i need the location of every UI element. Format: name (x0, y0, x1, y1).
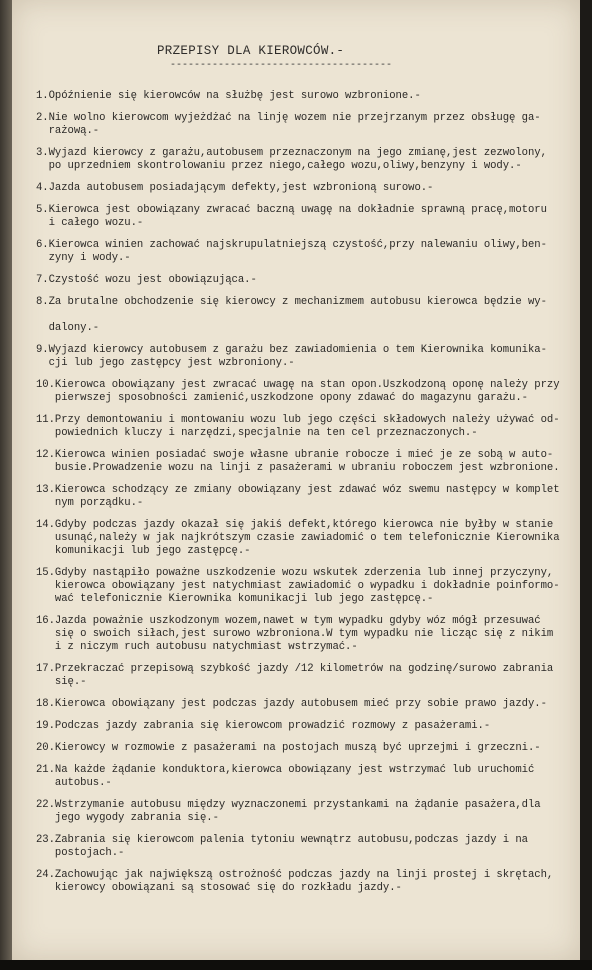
rule-item-15: 15.Gdyby nastąpiło poważne uszkodzenie wozu wskutek zderzenia lub innej przyczyny, kierowca obowiązany jest natychmiast zawiadomić o wypadku i dokładnie poinformo- wać telefonicznie Kierownika komunikacji lub jego zastępcę.- (36, 567, 560, 605)
document-title: PRZEPISY DLA KIEROWCÓW.- (157, 44, 345, 58)
rule-item-5: 5.Kierowca jest obowiązany zwracać baczną uwagę na dokładnie sprawną pracę,motoru i całego wozu.- (36, 204, 547, 229)
rule-item-10: 10.Kierowca obowiązany jest zwracać uwagę na stan opon.Uszkodzoną oponę należy przy pierwszej sposobności zamienić,uszkodzone opony zdawać do magazynu garażu.- (36, 379, 560, 404)
page-edge-shadow (0, 0, 12, 970)
rule-item-23: 23.Zabrania się kierowcom palenia tytoniu wewnątrz autobusu,podczas jazdy i na postojach.- (36, 834, 528, 859)
rule-item-2: 2.Nie wolno kierowcom wyjeżdżać na linję wozem nie przejrzanym przez obsługę ga- rażową.- (36, 112, 541, 137)
rule-item-6: 6.Kierowca winien zachować najskrupulatniejszą czystość,przy nalewaniu oliwy,ben- zyny i wody.- (36, 239, 547, 264)
title-underline: ------------------------------------- (170, 60, 393, 71)
rule-item-11: 11.Przy demontowaniu i montowaniu wozu lub jego części składowych należy używać od- powiednich kluczy i narzędzi,specjalnie na ten cel przeznaczonych.- (36, 414, 560, 439)
rule-item-16: 16.Jazda poważnie uszkodzonym wozem,nawet w tym wypadku gdyby wóz mógł przesuwać się o swoich siłach,jest surowo wzbroniona.W tym wypadku nie licząc się z nikim i z niczym ruch autobusu natychmiast wstrzymać.- (36, 615, 554, 653)
rule-item-13: 13.Kierowca schodzący ze zmiany obowiązany jest zdawać wóz swemu następcy w komplet nym porządku.- (36, 484, 560, 509)
rule-item-12: 12.Kierowca winien posiadać swoje własne ubranie robocze i mieć je ze sobą w auto- busie.Prowadzenie wozu na linji z pasażerami w ubraniu roboczem jest wzbronione. (36, 449, 560, 474)
rule-item-9: 9.Wyjazd kierowcy autobusem z garażu bez zawiadomienia o tem Kierownika komunika- cji lub jego zastępcy jest wzbroniony.- (36, 344, 547, 369)
rule-item-22: 22.Wstrzymanie autobusu między wyznaczonemi przystankami na żądanie pasażera,dla jego wygody zabrania się.- (36, 799, 541, 824)
page-bottom-edge (0, 960, 592, 970)
typewritten-page (12, 0, 580, 960)
rule-item-24: 24.Zachowując jak największą ostrożność podczas jazdy na linji prostej i skrętach, kierowcy obowiązani są stosować się do rozkładu jazdy.- (36, 869, 554, 894)
rule-item-4: 4.Jazda autobusem posiadającym defekty,jest wzbronioną surowo.- (36, 182, 434, 194)
rule-item-18: 18.Kierowca obowiązany jest podczas jazdy autobusem mieć przy sobie prawo jazdy.- (36, 698, 547, 710)
rule-item-1: 1.Opóźnienie się kierowców na służbę jest surowo wzbronione.- (36, 90, 421, 102)
rules-list (36, 90, 584, 904)
rule-item-8: 8.Za brutalne obchodzenie się kierowcy z mechanizmem autobusu kierowca będzie wy- dalony.- (36, 296, 547, 334)
rule-item-7: 7.Czystość wozu jest obowiązująca.- (36, 274, 257, 286)
rule-item-20: 20.Kierowcy w rozmowie z pasażerami na postojach muszą być uprzejmi i grzeczni.- (36, 742, 541, 754)
rule-item-21: 21.Na każde żądanie konduktora,kierowca obowiązany jest wstrzymać lub uruchomić autobus.- (36, 764, 535, 789)
rule-item-17: 17.Przekraczać przepisową szybkość jazdy /12 kilometrów na godzinę/surowo zabrania się.- (36, 663, 554, 688)
rule-item-19: 19.Podczas jazdy zabrania się kierowcom prowadzić rozmowy z pasażerami.- (36, 720, 491, 732)
rule-item-14: 14.Gdyby podczas jazdy okazał się jakiś defekt,którego kierowca nie byłby w stanie usunąć,należy w jak najkrótszym czasie zawiadomić o tem telefonicznie Kierownika komunikacji lub jego zastępcę.- (36, 519, 560, 557)
rule-item-3: 3.Wyjazd kierowcy z garażu,autobusem przeznaczonym na jego zmianę,jest zezwolony, po uprzedniem skontrolowaniu przez niego,całego wozu,oliwy,benzyny i wody.- (36, 147, 547, 172)
